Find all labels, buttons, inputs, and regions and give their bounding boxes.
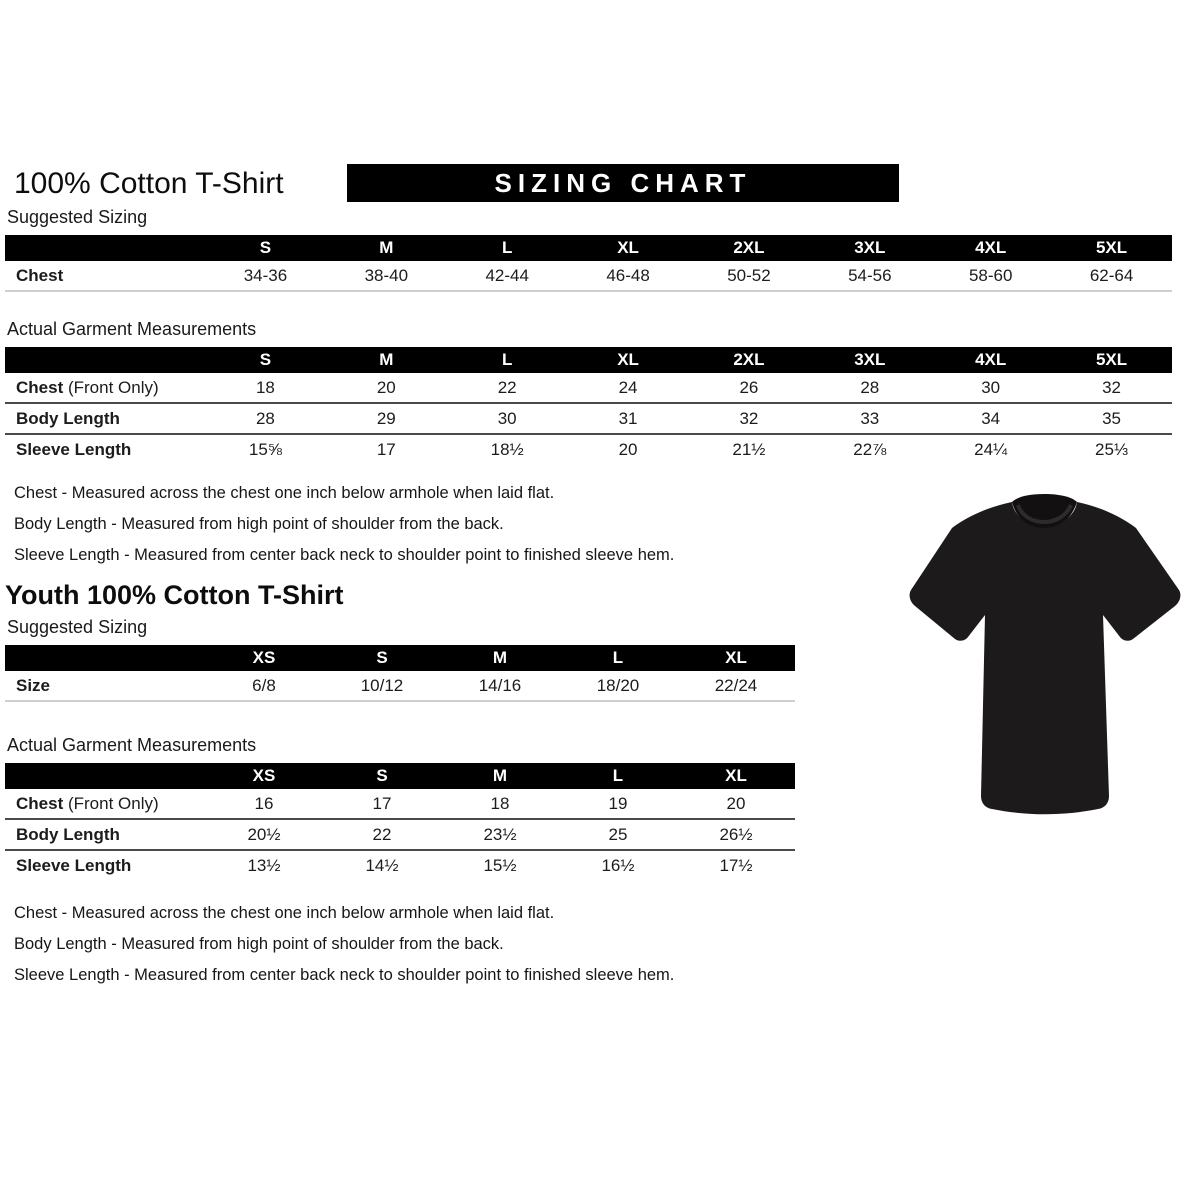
youth-suggested-sizing-table — [5, 645, 795, 702]
cell: 20 — [568, 434, 689, 464]
column-header: XL — [568, 347, 689, 373]
adult-chest-row — [5, 373, 1172, 403]
cell: 14/16 — [441, 671, 559, 701]
youth-actual-measurements-label: Actual Garment Measurements — [7, 735, 257, 755]
cell: 18 — [490, 793, 510, 813]
cell: 28 — [860, 377, 880, 397]
adult-suggested-sizing-label: Suggested Sizing — [7, 207, 148, 227]
column-header: 4XL — [930, 347, 1051, 373]
cell: 29 — [326, 403, 447, 434]
row-label — [5, 403, 205, 434]
row-label-main: Chest — [16, 793, 64, 813]
cell: 22 — [497, 377, 517, 397]
row-label-suffix: (Front Only) — [63, 377, 159, 397]
column-header: XS — [205, 645, 323, 671]
cell: 20½ — [205, 819, 323, 850]
column-header: M — [326, 347, 447, 373]
cell: 26½ — [677, 819, 795, 850]
row-label — [5, 434, 205, 464]
note-sleeve-length: Sleeve Length - Measured from center back neck to shoulder point to finished sleeve hem. — [14, 966, 675, 984]
cell: 30 — [981, 377, 1001, 397]
adult-suggested-sizing-table — [5, 235, 1172, 292]
cell: 17½ — [677, 850, 795, 880]
cell: 18 — [255, 377, 275, 397]
row-label-suffix: (Front Only) — [63, 793, 159, 813]
cell: 20 — [726, 793, 746, 813]
adult-body-length-row — [5, 403, 1172, 434]
column-header: S — [205, 347, 326, 373]
cell: 16 — [254, 793, 274, 813]
note-body-length: Body Length - Measured from high point of shoulder from the back. — [14, 935, 504, 953]
cell: 6/8 — [205, 671, 323, 701]
column-header: L — [447, 235, 568, 261]
youth-suggested-header-row — [5, 645, 795, 671]
column-header: 4XL — [930, 235, 1051, 261]
row-label — [5, 373, 205, 403]
cell: 46-48 — [568, 261, 689, 291]
cell: 33 — [809, 403, 930, 434]
cell: 35 — [1051, 403, 1172, 434]
cell: 14½ — [323, 850, 441, 880]
cell: 13½ — [205, 850, 323, 880]
column-header: XL — [677, 645, 795, 671]
corner-cell — [5, 347, 205, 373]
cell: 32 — [1102, 377, 1122, 397]
adult-actual-measurements-label: Actual Garment Measurements — [7, 319, 257, 339]
column-header: XL — [677, 763, 795, 789]
cell: 18½ — [447, 434, 568, 464]
note-chest: Chest - Measured across the chest one inch below armhole when laid flat. — [14, 904, 555, 922]
cell: 22⅞ — [809, 434, 930, 464]
row-label — [5, 789, 205, 819]
cell: 24¼ — [930, 434, 1051, 464]
cell: 15⅝ — [205, 434, 326, 464]
cell: 34 — [930, 403, 1051, 434]
column-header: 3XL — [809, 235, 930, 261]
column-header: M — [441, 645, 559, 671]
cell: 26 — [739, 377, 759, 397]
column-header: 5XL — [1051, 235, 1172, 261]
cell: 20 — [376, 377, 396, 397]
cell: 22 — [323, 819, 441, 850]
row-label-main: Chest — [16, 377, 64, 397]
row-label — [5, 819, 205, 850]
sizing-chart-banner: SIZING CHART — [347, 164, 899, 202]
corner-cell — [5, 645, 205, 671]
note-sleeve-length: Sleeve Length - Measured from center back neck to shoulder point to finished sleeve hem. — [14, 546, 675, 564]
corner-cell — [5, 763, 205, 789]
column-header: S — [323, 645, 441, 671]
column-header: XS — [205, 763, 323, 789]
adult-chest-range-row — [5, 261, 1172, 291]
youth-chest-row — [5, 789, 795, 819]
cell: 16½ — [559, 850, 677, 880]
row-label-main: Body Length — [16, 824, 120, 844]
cell: 42-44 — [447, 261, 568, 291]
cell: 23½ — [441, 819, 559, 850]
header-row — [5, 164, 1195, 204]
adult-section-title: 100% Cotton T-Shirt — [14, 167, 284, 200]
cell: 28 — [205, 403, 326, 434]
note-body-length: Body Length - Measured from high point of shoulder from the back. — [14, 515, 504, 533]
youth-measurement-notes — [14, 898, 1195, 991]
column-header: 3XL — [809, 347, 930, 373]
column-header: L — [559, 645, 677, 671]
cell: 34-36 — [205, 261, 326, 291]
column-header: XL — [568, 235, 689, 261]
column-header: 5XL — [1051, 347, 1172, 373]
cell: 10/12 — [323, 671, 441, 701]
adult-actual-measurements-table — [5, 347, 1172, 464]
column-header: L — [559, 763, 677, 789]
cell: 24 — [618, 377, 638, 397]
youth-section-title: Youth 100% Cotton T-Shirt — [5, 580, 344, 610]
cell: 15½ — [441, 850, 559, 880]
cell: 25⅓ — [1051, 434, 1172, 464]
row-label: Size — [5, 671, 205, 701]
cell: 30 — [447, 403, 568, 434]
cell: 54-56 — [809, 261, 930, 291]
column-header: M — [441, 763, 559, 789]
cell: 38-40 — [326, 261, 447, 291]
cell: 58-60 — [930, 261, 1051, 291]
youth-suggested-sizing-label: Suggested Sizing — [7, 617, 148, 637]
row-label-main: Sleeve Length — [16, 439, 132, 459]
black-tshirt-image — [892, 478, 1198, 834]
cell: 62-64 — [1051, 261, 1172, 291]
youth-actual-measurements-table — [5, 763, 795, 880]
column-header: 2XL — [689, 347, 810, 373]
column-header: L — [447, 347, 568, 373]
cell: 32 — [689, 403, 810, 434]
youth-sleeve-length-row — [5, 850, 795, 880]
row-label: Chest — [5, 261, 205, 291]
adult-actual-header-row — [5, 347, 1172, 373]
row-label-main: Sleeve Length — [16, 855, 132, 875]
cell: 25 — [559, 819, 677, 850]
corner-cell — [5, 235, 205, 261]
column-header: S — [205, 235, 326, 261]
adult-sleeve-length-row — [5, 434, 1172, 464]
cell: 18/20 — [559, 671, 677, 701]
youth-actual-header-row — [5, 763, 795, 789]
column-header: M — [326, 235, 447, 261]
cell: 31 — [568, 403, 689, 434]
cell: 19 — [608, 793, 628, 813]
tshirt-svg — [892, 478, 1198, 834]
column-header: 2XL — [689, 235, 810, 261]
adult-suggested-header-row — [5, 235, 1172, 261]
row-label-main: Body Length — [16, 408, 120, 428]
row-label — [5, 850, 205, 880]
youth-body-length-row — [5, 819, 795, 850]
cell: 22/24 — [677, 671, 795, 701]
cell: 17 — [326, 434, 447, 464]
note-chest: Chest - Measured across the chest one inch below armhole when laid flat. — [14, 484, 555, 502]
column-header: S — [323, 763, 441, 789]
cell: 21½ — [689, 434, 810, 464]
cell: 17 — [372, 793, 392, 813]
youth-size-row — [5, 671, 795, 701]
cell: 50-52 — [689, 261, 810, 291]
